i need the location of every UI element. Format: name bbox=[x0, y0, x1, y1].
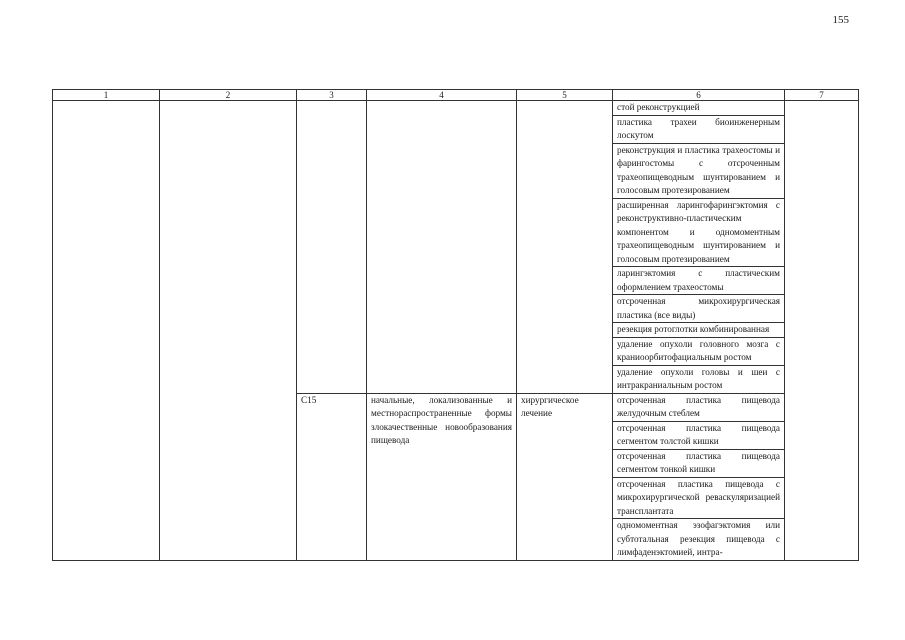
treatment-method: стой реконструкцией bbox=[613, 101, 785, 116]
treatment-method: одномоментная эзофагэктомия или субтотальная резекция пищевода с лимфаденэктомией, интра- bbox=[613, 519, 785, 561]
header-col-2: 2 bbox=[160, 90, 297, 101]
treatment-method: отсроченная микрохирургическая пластика (все виды) bbox=[613, 295, 785, 323]
cell-col4 bbox=[367, 101, 517, 394]
header-col-4: 4 bbox=[367, 90, 517, 101]
cell-col2 bbox=[160, 101, 297, 561]
icd-code: C15 bbox=[297, 393, 367, 560]
treatment-method: отсроченная пластика пищевода сегментом толстой кишки bbox=[613, 421, 785, 449]
header-col-1: 1 bbox=[53, 90, 160, 101]
treatment-method: удаление опухоли головы и шеи с интракраниальным ростом bbox=[613, 365, 785, 393]
treatment-method: пластика трахеи биоинженерным лоскутом bbox=[613, 115, 785, 143]
treatment-method: расширенная ларингофарингэктомия с реконструктивно-пластическим компонентом и одномоментным трахеопищеводным шунтированием и голосовым протезированием bbox=[613, 198, 785, 267]
medical-procedures-table bbox=[52, 89, 859, 561]
treatment-method: ларингэктомия с пластическим оформлением трахеостомы bbox=[613, 267, 785, 295]
treatment-method: отсроченная пластика пищевода с микрохирургической реваскуляризацией трансплантата bbox=[613, 477, 785, 519]
header-row bbox=[53, 90, 859, 101]
treatment-method: резекция ротоглотки комбинированная bbox=[613, 323, 785, 338]
cell-col5 bbox=[517, 101, 613, 394]
cell-col7 bbox=[785, 101, 859, 561]
treatment-method: отсроченная пластика пищевода сегментом тонкой кишки bbox=[613, 449, 785, 477]
treatment-type: хирургическое лечение bbox=[517, 393, 613, 560]
header-col-6: 6 bbox=[613, 90, 785, 101]
table-row bbox=[53, 101, 859, 116]
medical-procedures-table-wrap bbox=[52, 89, 859, 561]
header-col-3: 3 bbox=[297, 90, 367, 101]
patient-model: начальные, локализованные и местнораспространенные формы злокачественные новообразования пищевода bbox=[367, 393, 517, 560]
treatment-method: удаление опухоли головного мозга с краниоорбитофациальным ростом bbox=[613, 337, 785, 365]
cell-col3 bbox=[297, 101, 367, 394]
header-col-7: 7 bbox=[785, 90, 859, 101]
treatment-method: реконструкция и пластика трахеостомы и фарингостомы с отсроченным трахеопищеводным шунтированием и голосовым протезированием bbox=[613, 143, 785, 198]
cell-col1 bbox=[53, 101, 160, 561]
header-col-5: 5 bbox=[517, 90, 613, 101]
treatment-method: отсроченная пластика пищевода желудочным стеблем bbox=[613, 393, 785, 421]
page-number: 155 bbox=[832, 14, 849, 26]
